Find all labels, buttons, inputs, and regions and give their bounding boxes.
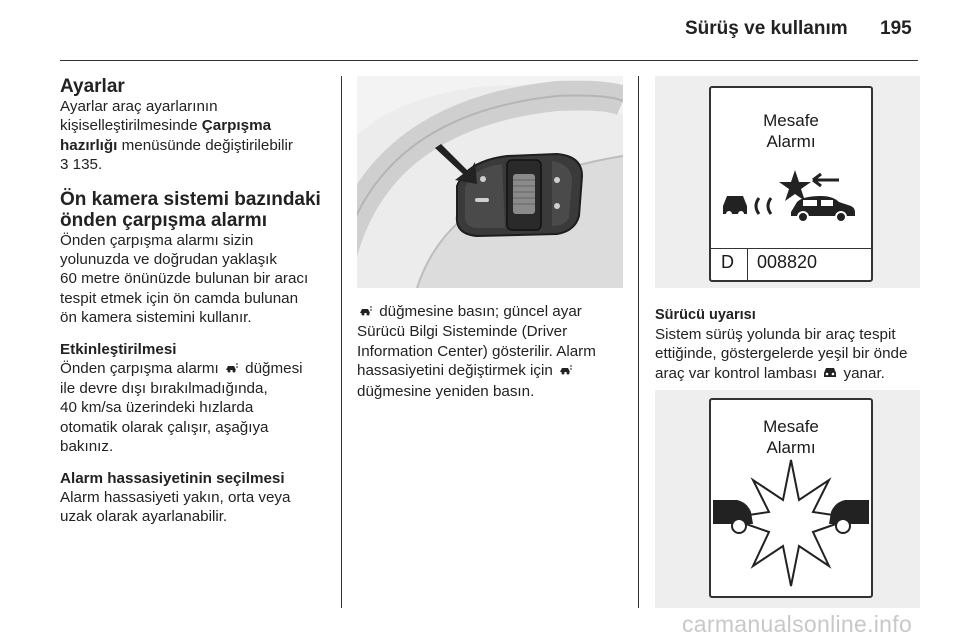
- car-right-icon: [829, 500, 869, 533]
- display-title-line2: Alarmı: [766, 132, 816, 151]
- display-title-line1: Mesafe: [763, 417, 819, 436]
- car-side-icon: [791, 196, 855, 222]
- column-2: [357, 302, 625, 401]
- display-figure-1: [655, 76, 920, 288]
- distance-car-icon: [357, 303, 375, 322]
- car-front-icon: [723, 196, 747, 217]
- watermark: carmanualsonline.info: [682, 611, 913, 637]
- heading-driver-warning: Sürücü uyarısı: [655, 307, 756, 323]
- paragraph-settings: Ayarlar araç ayarlarının kişiselleştirilmesinde Çarpışma hazırlığı menüsünde değiştirilebilir 3 135.: [60, 98, 293, 174]
- display-title-line2: Alarmı: [766, 438, 816, 457]
- car-left-icon: [713, 500, 753, 533]
- paragraph-driver-warning: Sistem sürüş yolunda bir araç tespit ettiğinde, göstergelerde yeşil bir önde araç var kontrol lambası yanar.: [655, 325, 930, 384]
- page-number: 195: [880, 18, 912, 39]
- arrow-left-icon: [813, 174, 839, 186]
- heading-activation: Etkinleştirilmesi: [60, 340, 177, 358]
- impact-star-icon: [779, 170, 811, 201]
- display-figure-2: [655, 390, 920, 608]
- column-1: [60, 76, 332, 527]
- paragraph-activation: Önden çarpışma alarmı düğmesi ile devre dışı bırakılmadığında, 40 km/sa üzerindeki hızlarda otomatik olarak çalışır, aşağıya bakınız.: [60, 359, 303, 456]
- steering-wheel-illustration: [357, 76, 623, 288]
- page-reference[interactable]: 3 135.: [60, 156, 103, 174]
- distance-car-icon: [557, 362, 575, 381]
- car-front-icon: [821, 365, 839, 384]
- gear-indicator: D: [721, 252, 734, 272]
- section-title: Sürüş ve kullanım: [685, 18, 848, 39]
- paragraph-press-button: düğmesine basın; güncel ayar Sürücü Bilgi Sisteminde (Driver Information Center) gösterilir. Alarm hassasiyetini değiştirmek için düğmesine yeniden basın.: [357, 303, 596, 400]
- header-divider: [60, 60, 918, 61]
- column-divider-2: [638, 76, 639, 608]
- display-screen-2: [709, 398, 873, 598]
- steering-wheel-figure: [357, 76, 623, 288]
- heading-settings: Ayarlar: [60, 76, 125, 97]
- odometer-value: 008820: [757, 252, 818, 272]
- heading-sensitivity: Alarm hassasiyetinin seçilmesi: [60, 469, 285, 487]
- collision-alarm-graphic: [713, 456, 869, 592]
- column-3: [655, 306, 930, 384]
- display-screen-1: [709, 86, 873, 282]
- collision-warning-graphic: [721, 166, 861, 226]
- paragraph-camera: Önden çarpışma alarmı sizin yolunuzda ve doğrudan yaklaşık 60 metre önünüzde bulunan bir aracı tespit etmek için ön camda bulunan ön kamera sistemini kullanır.: [60, 231, 309, 327]
- column-divider-1: [341, 76, 342, 608]
- paragraph-sensitivity: Alarm hassasiyeti yakın, orta veya uzak olarak ayarlanabilir.: [60, 488, 291, 526]
- display-title-line1: Mesafe: [763, 111, 819, 130]
- heading-front-collision-alert: Ön kamera sistemi bazındaki önden çarpışma alarmı: [60, 188, 321, 231]
- distance-car-icon: [223, 360, 241, 379]
